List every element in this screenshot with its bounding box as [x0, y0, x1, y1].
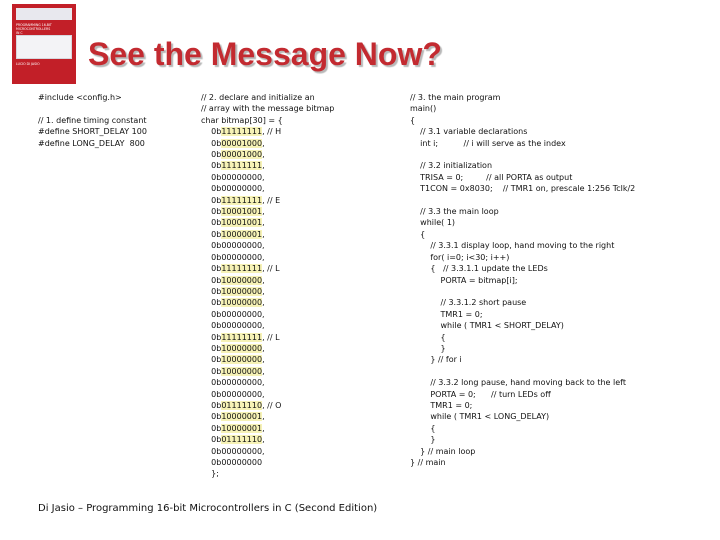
- code-line: 0b11111111, // E: [201, 195, 281, 205]
- cover-title-line-1: PROGRAMMING 16-BIT: [16, 23, 52, 27]
- code-line: 0b10000000,: [201, 343, 265, 353]
- code-line: 0b11111111,: [201, 161, 265, 171]
- highlighted-bits: 00001000: [221, 150, 263, 160]
- code-line: // 3.3.1 display loop, hand moving to the right: [410, 241, 615, 251]
- code-line: 0b11111111, // L: [201, 264, 280, 274]
- code-line: 0b10001001,: [201, 207, 265, 217]
- code-line: PORTA = bitmap[i];: [410, 275, 518, 285]
- highlighted-bits: 11111111: [221, 195, 263, 205]
- code-line: 0b10000001,: [201, 412, 265, 422]
- code-line: TMR1 = 0;: [410, 309, 483, 319]
- code-line: {: [410, 332, 446, 342]
- highlighted-bits: 10000000: [221, 343, 263, 353]
- code-line: };: [201, 469, 219, 479]
- highlighted-bits: 10001001: [221, 218, 263, 228]
- code-line: } // for i: [410, 355, 462, 365]
- highlighted-bits: 10000000: [221, 355, 263, 365]
- code-line: while( 1): [410, 218, 456, 228]
- code-line: 0b10000000,: [201, 298, 265, 308]
- highlighted-bits: 10000001: [221, 412, 263, 422]
- code-line: 0b01111110,: [201, 435, 265, 445]
- cover-top-band: [16, 8, 72, 20]
- code-line: char bitmap[30] = {: [201, 115, 283, 125]
- highlighted-bits: 11111111: [221, 264, 263, 274]
- cover-author: LUCIO DI JASIO: [16, 62, 40, 66]
- highlighted-bits: 10000000: [221, 286, 263, 296]
- slide-title: See the Message Now?: [88, 36, 442, 72]
- code-line: 0b00000000,: [201, 172, 265, 182]
- code-line: 0b10000000,: [201, 275, 265, 285]
- code-line: // 3.1 variable declarations: [410, 127, 528, 137]
- code-line: // 3.3.2 long pause, hand moving back to the left: [410, 378, 626, 388]
- code-line: 0b10000000,: [201, 286, 265, 296]
- slide-footer: Di Jasio – Programming 16-bit Microcontrollers in C (Second Edition): [38, 503, 378, 514]
- code-line: 0b11111111, // H: [201, 127, 282, 137]
- cover-title-line-2: MICROCONTROLLERS: [16, 27, 51, 31]
- code-line: } // main loop: [410, 446, 476, 456]
- highlighted-bits: 10000000: [221, 275, 263, 285]
- code-line: [38, 103, 147, 114]
- code-line: main(): [410, 104, 437, 114]
- code-line: } // main: [410, 458, 446, 467]
- code-line: 0b00000000: [201, 458, 263, 467]
- code-line: {: [410, 115, 416, 125]
- highlighted-bits: 00001000: [221, 138, 263, 148]
- code-column-includes: [38, 92, 147, 149]
- code-line: 0b10000000,: [201, 355, 265, 365]
- highlighted-bits: 10001001: [221, 207, 263, 217]
- code-line: [410, 195, 635, 206]
- highlighted-bits: 11111111: [221, 127, 263, 137]
- book-cover-image: [12, 4, 76, 84]
- code-line: {: [410, 423, 436, 433]
- code-line: 0b11111111, // L: [201, 332, 280, 342]
- code-line: 0b10001001,: [201, 218, 265, 228]
- code-line: while ( TMR1 < LONG_DELAY): [410, 412, 550, 422]
- code-line: // 1. define timing constant: [38, 115, 147, 125]
- highlighted-bits: 10000000: [221, 366, 263, 376]
- code-line: 0b00001000,: [201, 150, 265, 160]
- cover-chip-illustration: [16, 35, 72, 59]
- code-line: [410, 149, 635, 160]
- code-line: TRISA = 0; // all PORTA as output: [410, 172, 573, 182]
- code-line: while ( TMR1 < SHORT_DELAY): [410, 321, 564, 331]
- code-line: 0b10000001,: [201, 423, 265, 433]
- code-line: TMR1 = 0;: [410, 400, 473, 410]
- code-line: for( i=0; i<30; i++): [410, 252, 510, 262]
- code-line: #define SHORT_DELAY 100: [38, 127, 147, 137]
- code-line: 0b00000000,: [201, 321, 265, 331]
- code-line: 0b00000000,: [201, 378, 265, 388]
- code-line: 0b00000000,: [201, 389, 265, 399]
- code-line: int i; // i will serve as the index: [410, 138, 566, 148]
- cover-title-line-3: IN C: [16, 31, 23, 35]
- code-line: 0b00000000,: [201, 309, 265, 319]
- code-line: 0b10000000,: [201, 366, 265, 376]
- code-line: 0b00000000,: [201, 446, 265, 456]
- code-line: // 3.3 the main loop: [410, 207, 499, 217]
- code-line: #define LONG_DELAY 800: [38, 138, 145, 148]
- highlighted-bits: 01111110: [221, 400, 263, 410]
- code-line: 0b01111110, // O: [201, 400, 282, 410]
- code-line: // 2. declare and initialize an: [201, 93, 315, 102]
- code-line: PORTA = 0; // turn LEDs off: [410, 389, 551, 399]
- code-line: [410, 286, 635, 297]
- code-line: 0b00000000,: [201, 241, 265, 251]
- code-line: 0b00000000,: [201, 252, 265, 262]
- highlighted-bits: 11111111: [221, 332, 263, 342]
- code-line: // 3. the main program: [410, 93, 501, 102]
- highlighted-bits: 01111110: [221, 435, 263, 445]
- code-line: { // 3.3.1.1 update the LEDs: [410, 264, 548, 274]
- code-line: T1CON = 0x8030; // TMR1 on, prescale 1:256 Tclk/2: [410, 184, 636, 194]
- code-line: }: [410, 343, 446, 353]
- code-line: 0b10000001,: [201, 229, 265, 239]
- code-line: {: [410, 229, 426, 239]
- code-column-bitmap: [201, 92, 334, 480]
- code-line: // 3.3.1.2 short pause: [410, 298, 527, 308]
- highlighted-bits: 11111111: [221, 161, 263, 171]
- highlighted-bits: 10000001: [221, 229, 263, 239]
- code-line: 0b00001000,: [201, 138, 265, 148]
- highlighted-bits: 10000001: [221, 423, 263, 433]
- highlighted-bits: 10000000: [221, 298, 263, 308]
- code-column-main: [410, 92, 635, 468]
- code-line: #include <config.h>: [38, 93, 122, 102]
- code-line: 0b00000000,: [201, 184, 265, 194]
- code-line: [410, 366, 635, 377]
- code-line: // array with the message bitmap: [201, 104, 335, 114]
- code-line: }: [410, 435, 436, 445]
- code-line: // 3.2 initialization: [410, 161, 493, 171]
